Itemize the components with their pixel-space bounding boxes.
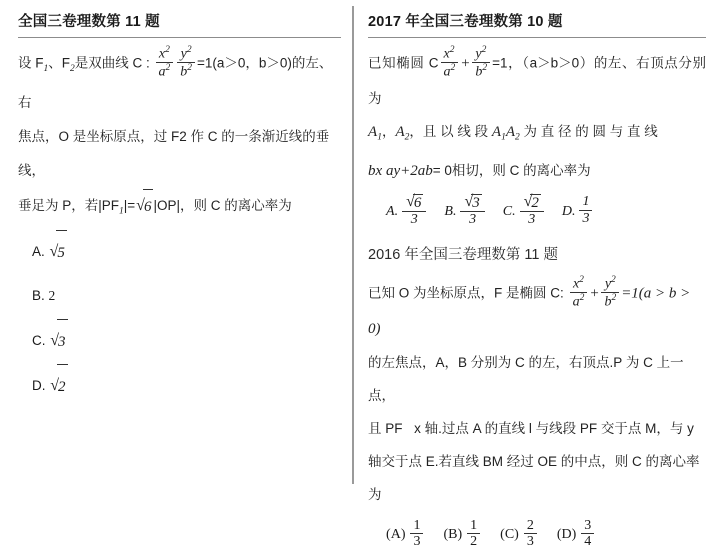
choice-label: (C) bbox=[500, 527, 519, 543]
right-column bbox=[354, 6, 716, 550]
numerator: y bbox=[180, 46, 187, 62]
numerator: 1 bbox=[410, 518, 423, 535]
text-fragment: 已知椭圆 C bbox=[368, 55, 439, 71]
choice-value: 2 bbox=[48, 287, 56, 303]
numerator: 1 bbox=[579, 194, 592, 211]
denominator: 4 bbox=[584, 534, 592, 550]
left-problem-text bbox=[18, 46, 341, 229]
subscript: 1 bbox=[501, 132, 506, 143]
numerator: x bbox=[158, 46, 166, 62]
choice-c[interactable] bbox=[18, 318, 341, 363]
denominator: 3 bbox=[469, 212, 477, 228]
fraction-1-2 bbox=[467, 518, 480, 550]
right-2016-line-4: 轴交于点 E.若直线 BM 经过 OE 的中点，则 C 的离心率 bbox=[368, 453, 700, 469]
denominator: a bbox=[158, 64, 166, 80]
choice-label: (A) bbox=[386, 527, 406, 543]
text-fragment: 为 直 径 的 圆 与 直 线 bbox=[519, 123, 658, 139]
exponent: 2 bbox=[165, 63, 171, 74]
radicand: 5 bbox=[56, 230, 67, 275]
choice-label: C. bbox=[32, 332, 46, 348]
choice-b[interactable] bbox=[443, 519, 482, 551]
text-fragment: ，且 以 线 段 bbox=[409, 123, 492, 139]
choice-label: (B) bbox=[443, 527, 463, 543]
choice-label: D. bbox=[32, 377, 46, 393]
fraction-sqrt3-3: $\frac{√3}{3}$ bbox=[460, 193, 484, 228]
text-fragment: =1(a > b > 0) bbox=[368, 285, 691, 337]
denominator: a bbox=[443, 64, 451, 80]
left-problem-line-1 bbox=[18, 46, 341, 120]
choice-label: C. bbox=[502, 204, 516, 220]
left-column bbox=[4, 6, 354, 484]
choice-label: (D) bbox=[556, 527, 577, 543]
right-problem-2017 bbox=[368, 46, 706, 188]
denominator: 3 bbox=[582, 211, 590, 227]
radical-2: √2 bbox=[49, 363, 67, 408]
right-2017-line-1: 已知椭圆 C $\frac{x^2}{a^2}$ + $\frac{y^2}{b^2}$ =1，（a＞b＞0）的左、右顶点分别为 bbox=[368, 45, 707, 106]
text-fragment: bx bbox=[368, 163, 383, 180]
column-divider bbox=[352, 6, 353, 484]
left-problem-line-2: 焦点，O 是坐标原点，过 F2 作 C 的一条渐近线的垂线， bbox=[18, 129, 330, 179]
text-fragment: =1，（a＞b＞0）的左、右顶点分别为 bbox=[368, 55, 707, 106]
numerator: y bbox=[604, 276, 612, 292]
fraction-y2-b2 bbox=[177, 45, 195, 81]
denominator: 3 bbox=[410, 212, 418, 228]
denominator: b bbox=[475, 64, 483, 80]
left-choices bbox=[18, 229, 341, 408]
denominator: 3 bbox=[528, 212, 536, 228]
radical-5: √5 bbox=[49, 229, 67, 274]
text-fragment: 垂足为 P，若|PF bbox=[18, 198, 120, 214]
fraction-1-3 bbox=[410, 518, 423, 550]
choice-b[interactable] bbox=[444, 194, 486, 229]
radicand: 3 bbox=[57, 319, 68, 364]
subscript: 1 bbox=[43, 64, 49, 75]
fraction-3-4 bbox=[581, 518, 594, 550]
right-2016-line-2: 的左焦点，A，B 分别为 C 的左，右顶点.P 为 C 上一点， bbox=[368, 354, 684, 403]
subscript: 1 bbox=[119, 206, 124, 217]
choice-label: B. bbox=[444, 204, 457, 220]
fraction-y2-b2: $\frac{y^2}{b^2}$ bbox=[472, 45, 490, 81]
text-fragment: 设 F bbox=[18, 55, 44, 71]
text-fragment: 已知 O 为坐标原点，F 是椭圆 C: bbox=[368, 285, 568, 301]
text-fragment: ， bbox=[381, 123, 396, 139]
fraction-sqrt6-3: $\frac{√6}{3}$ bbox=[402, 193, 426, 228]
radicand: 6 bbox=[143, 189, 154, 224]
radical-6: √6 bbox=[135, 188, 153, 223]
right-2016-choices bbox=[368, 519, 706, 551]
text-fragment: A bbox=[395, 123, 405, 140]
radical-3: √3 bbox=[49, 318, 67, 363]
right-problem-2016 bbox=[368, 276, 706, 511]
right-2017-line-3 bbox=[368, 154, 706, 188]
right-2016-line-5: 为 bbox=[368, 486, 382, 502]
exponent: 2 bbox=[186, 45, 192, 55]
radicand: 3 bbox=[472, 195, 480, 212]
fraction-y2-b2: $\frac{y^2}{b^2}$ bbox=[601, 275, 619, 311]
text-fragment: =1(a＞0，b＞0)的左、右 bbox=[18, 55, 333, 111]
numerator: 1 bbox=[467, 518, 480, 535]
text-fragment: A bbox=[505, 123, 515, 140]
subscript: 2 bbox=[70, 64, 75, 75]
exponent: 2 bbox=[165, 45, 170, 55]
choice-label: B. bbox=[32, 287, 45, 303]
choice-d[interactable] bbox=[557, 519, 596, 551]
right-heading-2017: 2017 年全国三卷理数第 10 题 bbox=[368, 10, 706, 38]
choice-a[interactable] bbox=[18, 229, 341, 274]
fraction-x2-a2 bbox=[156, 45, 174, 81]
text-fragment: |= bbox=[123, 198, 136, 214]
radicand: 6 bbox=[413, 195, 422, 212]
text-fragment: ay+2ab bbox=[385, 163, 433, 180]
fraction-x2-a2: $\frac{x^2}{a^2}$ bbox=[570, 275, 588, 311]
radicand: 2 bbox=[57, 364, 68, 409]
left-heading: 全国三卷理数第 11 题 bbox=[18, 10, 341, 38]
fraction-x2-a2: $\frac{x^2}{a^2}$ bbox=[441, 45, 459, 81]
denominator: b bbox=[604, 294, 612, 310]
choice-d[interactable] bbox=[18, 363, 341, 408]
right-heading-2016: 2016 年全国三卷理数第 11 题 bbox=[368, 246, 558, 263]
denominator: 3 bbox=[413, 534, 421, 550]
choice-c[interactable] bbox=[500, 519, 539, 551]
numerator: y bbox=[475, 46, 482, 62]
left-problem-line-3 bbox=[18, 188, 341, 229]
subscript: 2 bbox=[515, 132, 520, 143]
right-2016-line-3 bbox=[368, 412, 706, 445]
text-fragment: = 0相切，则 C 的离心率为 bbox=[432, 163, 591, 179]
text-fragment: 是双曲线 C : bbox=[74, 55, 154, 71]
choice-label: D. bbox=[561, 204, 576, 220]
text-fragment: A bbox=[491, 123, 502, 140]
text-fragment: 且 PF bbox=[368, 420, 403, 436]
text-fragment: |OP|，则 C 的离心率为 bbox=[153, 198, 292, 214]
denominator: b bbox=[180, 64, 188, 80]
subscript: 2 bbox=[404, 132, 410, 143]
radicand: 2 bbox=[531, 195, 539, 212]
fraction-1-3 bbox=[579, 194, 592, 226]
fraction-sqrt2-3: $\frac{√2}{3}$ bbox=[520, 193, 544, 228]
text-fragment: 、F bbox=[48, 55, 70, 71]
denominator: 2 bbox=[470, 534, 478, 550]
numerator: x bbox=[443, 46, 450, 62]
choice-d[interactable] bbox=[562, 195, 595, 227]
right-2017-line-2 bbox=[368, 115, 706, 155]
text-fragment: A bbox=[368, 123, 378, 140]
choice-label: A. bbox=[386, 204, 399, 220]
choice-label: A. bbox=[32, 243, 45, 259]
choice-a[interactable] bbox=[386, 519, 425, 551]
right-2016-line-1: 已知 O 为坐标原点，F 是椭圆 C: $\frac{x^2}{a^2}$ + $\frac{y^2}{b^2}$ =1(a > b > 0) bbox=[368, 274, 691, 337]
choice-c[interactable] bbox=[503, 194, 546, 229]
choice-b[interactable] bbox=[18, 274, 341, 318]
subscript: 1 bbox=[377, 132, 382, 143]
numerator: 3 bbox=[581, 518, 594, 535]
denominator: a bbox=[572, 294, 580, 310]
exponent: 2 bbox=[187, 63, 193, 74]
denominator: 3 bbox=[526, 534, 534, 550]
fraction-2-3 bbox=[524, 518, 537, 550]
choice-a[interactable] bbox=[386, 194, 428, 229]
text-fragment: x 轴.过点 A 的直线 l 与线段 PF 交于点 M，与 y bbox=[414, 420, 694, 436]
right-2017-choices bbox=[368, 194, 706, 229]
numerator: 2 bbox=[524, 518, 537, 535]
numerator: x bbox=[572, 276, 580, 292]
